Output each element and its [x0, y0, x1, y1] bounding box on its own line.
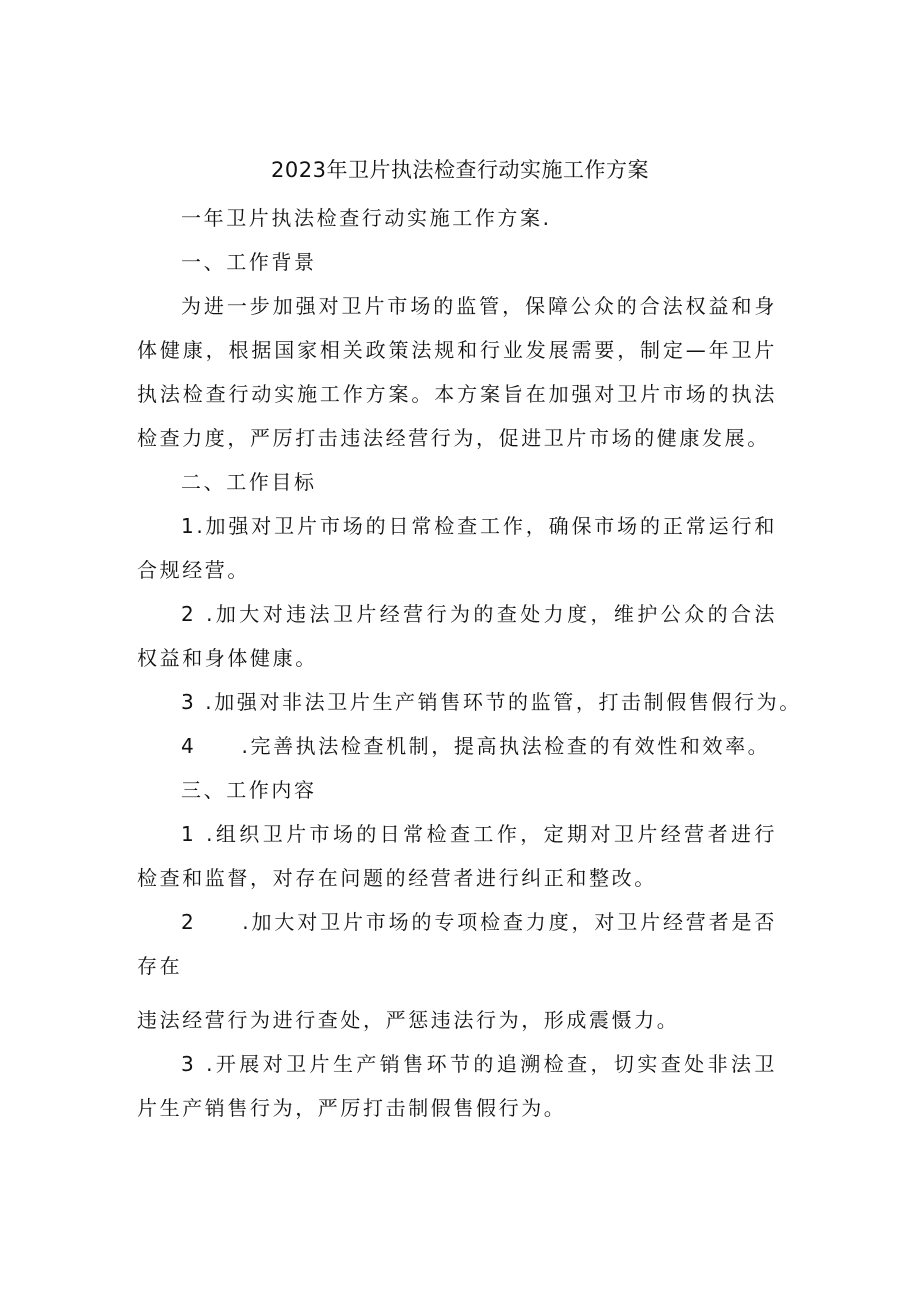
- section-heading-background: 一、工作背景: [181, 250, 317, 274]
- goal-item-2: 2 .加大对违法卫片经营行为的查处力度，维护公众的合法权益和身体健康。: [137, 602, 777, 670]
- background-paragraph: 为进一步加强对卫片市场的监管，保障公众的合法权益和身体健康，根据国家相关政策法规和行业发展需要，制定—年卫片执法检查行动实施工作方案。本方案旨在加强对卫片市场的执法检查力度，严厉打击违法经营行为，促进卫片市场的健康发展。: [137, 294, 777, 450]
- intro-line: 一年卫片执法检查行动实施工作方案.: [181, 206, 552, 230]
- section-heading-goals: 二、工作目标: [181, 470, 317, 494]
- goal-item-1: 1.加强对卫片市场的日常检查工作，确保市场的正常运行和合规经营。: [137, 514, 777, 582]
- content-item-1: 1 .组织卫片市场的日常检查工作，定期对卫片经营者进行检查和监督，对存在问题的经营者进行纠正和整改。: [137, 822, 777, 890]
- goal-item-3: 3 .加强对非法卫片生产销售环节的监管，打击制假售假行为。: [181, 690, 802, 714]
- content-item-2-continued: 违法经营行为进行查处，严惩违法行为，形成震慑力。: [137, 1008, 680, 1032]
- document-title: 2023年卫片执法检查行动实施工作方案: [271, 158, 649, 182]
- goal-item-4: 4 .完善执法检查机制，提高执法检查的有效性和效率。: [181, 734, 771, 758]
- content-item-2: 2 .加大对卫片市场的专项检查力度，对卫片经营者是否存在: [137, 910, 777, 978]
- content-item-3: 3 .开展对卫片生产销售环节的追溯检查，切实查处非法卫片生产销售行为，严厉打击制假售假行为。: [137, 1052, 777, 1120]
- section-heading-content: 三、工作内容: [181, 778, 317, 802]
